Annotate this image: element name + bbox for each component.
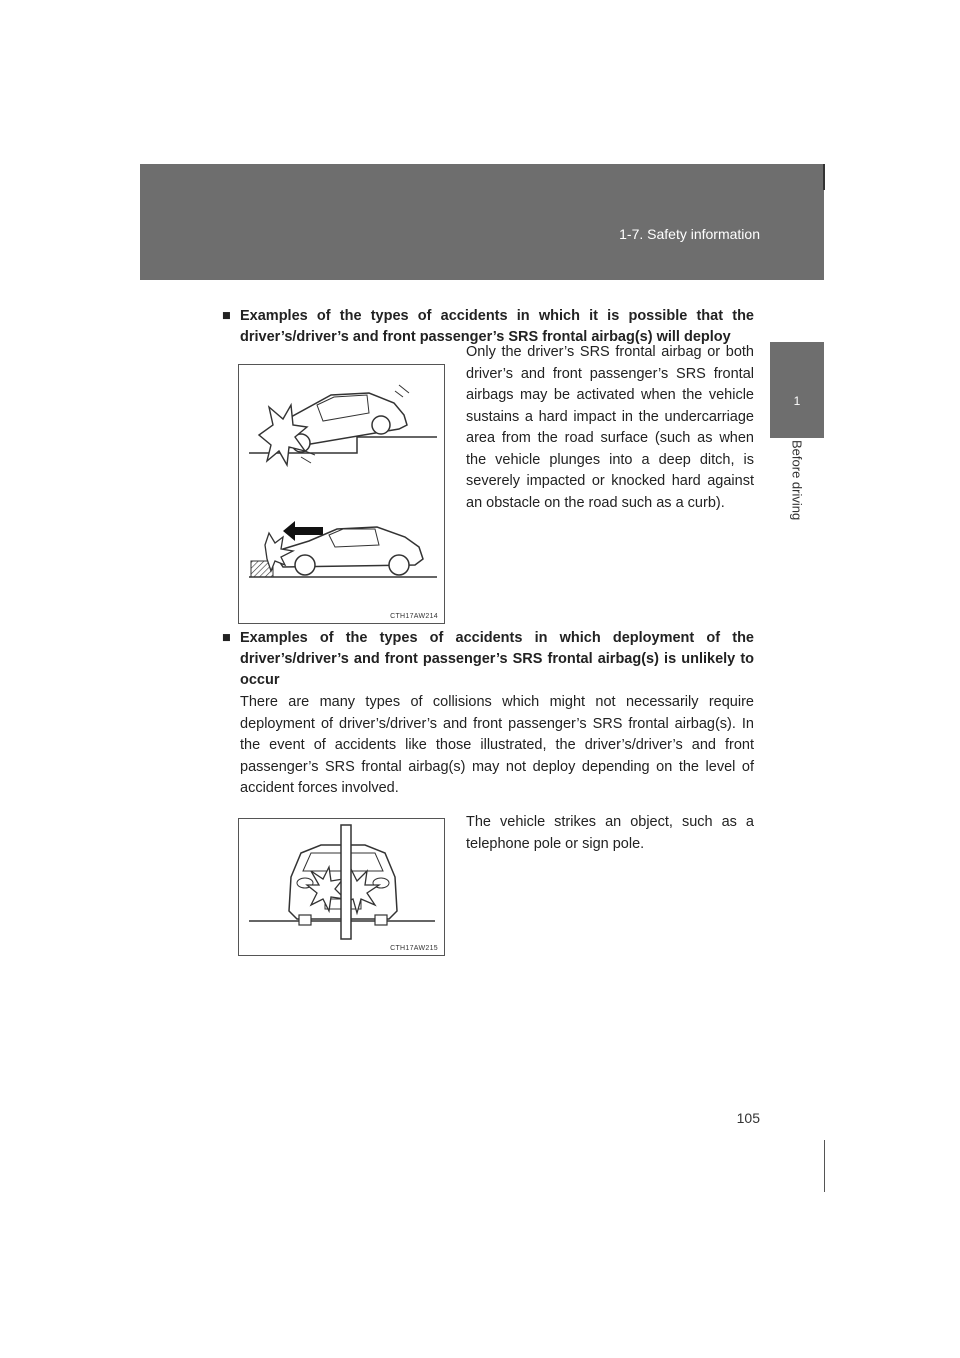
section2-intro: There are many types of collisions which might not necessarily require deployment of driver’s/driver’s and front passenger’s SRS frontal airbag(s). In the event of accidents like those illustrated, the driver’s/driver’s and front passenger’s SRS frontal airbag(s) may not deploy depending on the level of accident forces involved. xyxy=(240,694,754,796)
chapter-label: Before driving xyxy=(789,440,805,521)
figure-code-1: CTH17AW214 xyxy=(390,613,438,620)
chapter-tab xyxy=(770,342,824,438)
header-band xyxy=(140,164,824,280)
figure-pole-impact xyxy=(238,818,445,956)
section-title: 1-7. Safety information xyxy=(619,226,760,242)
crop-mark-bottom xyxy=(824,1140,825,1192)
chapter-label-container xyxy=(772,440,822,590)
section2-heading xyxy=(222,628,754,691)
chapter-number: 1 xyxy=(793,394,801,408)
section1-body: Only the driver’s SRS frontal airbag or both driver’s and front passenger’s SRS frontal airbags may be activated when the vehicle sustains a hard impact in the undercarriage area from the road surface (such as when the vehicle plunges into a deep ditch, is severely impacted or knocked hard against an obstacle on the road such as a curb). xyxy=(466,344,754,511)
crop-mark-top xyxy=(823,164,825,190)
section1-bullet: ■ xyxy=(222,308,231,324)
section2-bullet: ■ xyxy=(222,630,231,646)
pole-impact-illustration xyxy=(239,819,444,955)
figure-undercarriage-impact xyxy=(238,364,445,624)
page-number: 105 xyxy=(736,1110,760,1126)
undercarriage-impact-illustration xyxy=(239,365,444,623)
section2-body: The vehicle strikes an object, such as a telephone pole or sign pole. xyxy=(466,814,754,852)
figure-code-2: CTH17AW215 xyxy=(390,945,438,952)
section1-heading-text: Examples of the types of accidents in which it is possible that the driver’s/driver’s and front passenger’s SRS frontal airbag(s) will deploy xyxy=(240,308,754,345)
section2-heading-text: Examples of the types of accidents in which deployment of the driver’s/driver’s and front passenger’s SRS frontal airbag(s) is unlikely to occur xyxy=(240,630,754,688)
